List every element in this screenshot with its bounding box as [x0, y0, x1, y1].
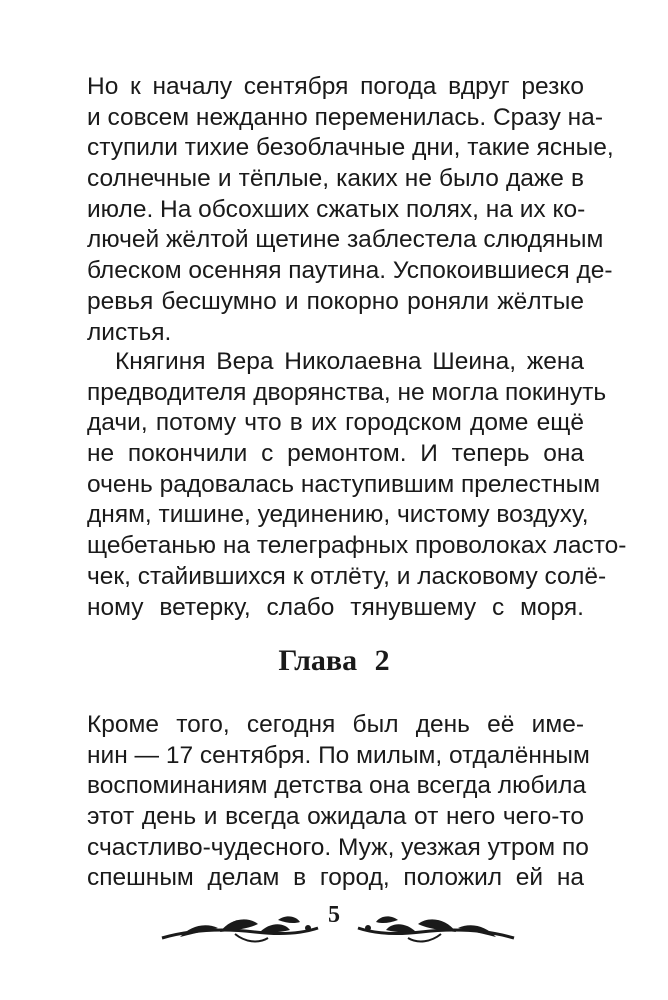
paragraph-1 — [87, 72, 614, 348]
text-line: дням, тишине, уединению, чистому воздуху, — [87, 501, 589, 529]
text-line: ному ветерку, слабо тянувшему с моря. — [87, 593, 584, 621]
text-line: Кроме того, сегодня был день её име- — [87, 711, 584, 738]
text-line: счастливо-чудесного. Муж, уезжая утром по — [87, 833, 589, 861]
page-footer — [0, 896, 668, 956]
text-line: предводителя дворянства, не могла покинуть — [87, 378, 607, 406]
chapter-heading: Глава 2 — [278, 644, 390, 677]
text-line: нин — 17 сентября. По милым, отдалённым — [87, 741, 590, 769]
text-line: и совсем нежданно переменилась. Сразу на- — [87, 103, 603, 131]
text-line: ступили тихие безоблачные дни, такие ясные, — [87, 134, 614, 162]
text-line: листья. — [87, 318, 172, 346]
paragraph-2 — [87, 347, 627, 623]
text-line: щебетанью на телеграфных проволоках ласто- — [87, 532, 627, 560]
text-line: солнечные и тёплые, каких не было даже в — [87, 165, 584, 193]
text-line: воспоминаниям детства она всегда любила — [87, 772, 587, 800]
text-line: ревья бесшумно и покорно роняли жёлтые — [87, 287, 584, 315]
text-line: Княгиня Вера Николаевна Шеина, жена — [115, 348, 584, 375]
text-line: спешным делам в город, положил ей на — [87, 864, 584, 892]
text-line: блеском осенняя паутина. Успокоившиеся де- — [87, 257, 613, 285]
page-number: 5 — [328, 902, 340, 928]
text-line: очень радовалась наступившим прелестным — [87, 470, 601, 498]
text-line: этот день и всегда ожидала от него чего-то — [87, 803, 584, 831]
text-line: чек, стайившихся к отлёту, и ласковому солё- — [87, 562, 607, 590]
paragraph-3 — [87, 710, 590, 894]
flourish-ornament-icon — [356, 908, 516, 948]
text-line: Но к началу сентября погода вдруг резко — [87, 73, 584, 100]
text-line: не покончили с ремонтом. И теперь она — [87, 440, 584, 468]
text-line: июле. На обсохших сжатых полях, на их ко- — [87, 195, 586, 223]
text-line: дачи, потому что в их городском доме ещё — [87, 409, 584, 437]
text-line: лючей жёлтой щетине заблестела слюдяным — [87, 226, 604, 254]
flourish-ornament-icon — [160, 908, 320, 948]
